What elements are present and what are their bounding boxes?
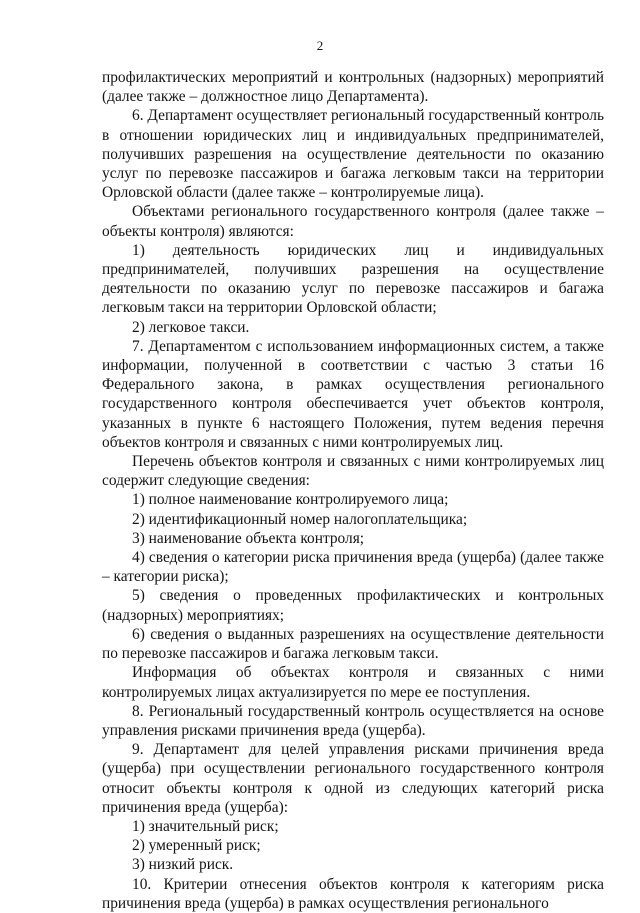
paragraph-item-8: 8. Региональный государственный контроль осуществляется на основе управления рисками причинения вреда (ущерба). bbox=[102, 702, 604, 739]
list-item-risk-3: 3) низкий риск. bbox=[132, 856, 234, 874]
paragraph-item-6: 6. Департамент осуществляет региональный государственный контроль в отношении юридических лиц и индивидуальных предпринимателей, получивших разрешения на осуществление деятельности по оказанию услуг по перевозке пассажиров и багажа легковым такси на территории Орловской области (далее также – контролируемые лица). bbox=[102, 107, 604, 202]
list-item-risk-2: 2) умеренный риск; bbox=[132, 837, 261, 855]
list-item-info-3: 3) наименование объекта контроля; bbox=[132, 529, 365, 547]
list-item-info-6: 6) сведения о выданных разрешениях на осуществление деятельности по перевозке пассажиров и багажа легковым такси. bbox=[102, 625, 604, 663]
document-body bbox=[102, 68, 604, 913]
page-number: 2 bbox=[316, 38, 324, 53]
paragraph-item-7: 7. Департаментом с использованием информационных систем, а также информации, полученной в соответствии с частью 3 статьи 16 Федерального закона, в рамках осуществления регионального государственного контроля обеспечивается учет объектов контроля, указанных в пункте 6 настоящего Положения, путем ведения перечня объектов контроля и связанных с ними контролируемых лиц. bbox=[102, 337, 604, 451]
list-item-object-1: 1) деятельность юридических лиц и индивидуальных предпринимателей, получивших разрешения на осуществление деятельности по оказанию услуг по перевозке пассажиров и багажа легковым такси на территории Орловской области; bbox=[102, 241, 604, 317]
list-item-info-4: 4) сведения о категории риска причинения вреда (ущерба) (далее также – категории риска); bbox=[102, 549, 604, 586]
paragraph-update-info: Информация об объектах контроля и связанных с ними контролируемых лицах актуализируется по мере ее поступления. bbox=[102, 664, 604, 701]
paragraph-control-objects: Объектами регионального государственного контроля (далее также – объекты контроля) являются: bbox=[102, 203, 604, 240]
list-item-risk-1: 1) значительный риск; bbox=[132, 817, 279, 835]
list-item-info-1: 1) полное наименование контролируемого лица; bbox=[132, 491, 449, 509]
list-item-info-2: 2) идентификационный номер налогоплательщика; bbox=[132, 510, 468, 528]
list-item-info-5: 5) сведения о проведенных профилактических и контрольных (надзорных) мероприятиях; bbox=[102, 587, 604, 624]
paragraph-list-intro: Перечень объектов контроля и связанных с ними контролируемых лиц содержит следующие сведения: bbox=[102, 453, 604, 490]
paragraph-item-9: 9. Департамент для целей управления рисками причинения вреда (ущерба) при осуществлении регионального государственного контроля относит объекты контроля к одной из следующих категорий риска причинения вреда (ущерба): bbox=[102, 741, 604, 816]
paragraph-continuation: профилактических мероприятий и контрольных (надзорных) мероприятий (далее также – должностное лицо Департамента). bbox=[102, 69, 604, 106]
paragraph-item-10: 10. Критерии отнесения объектов контроля к категориям риска причинения вреда (ущерба) в рамках осуществления регионального bbox=[102, 875, 604, 912]
list-item-object-2: 2) легковое такси. bbox=[132, 318, 250, 336]
